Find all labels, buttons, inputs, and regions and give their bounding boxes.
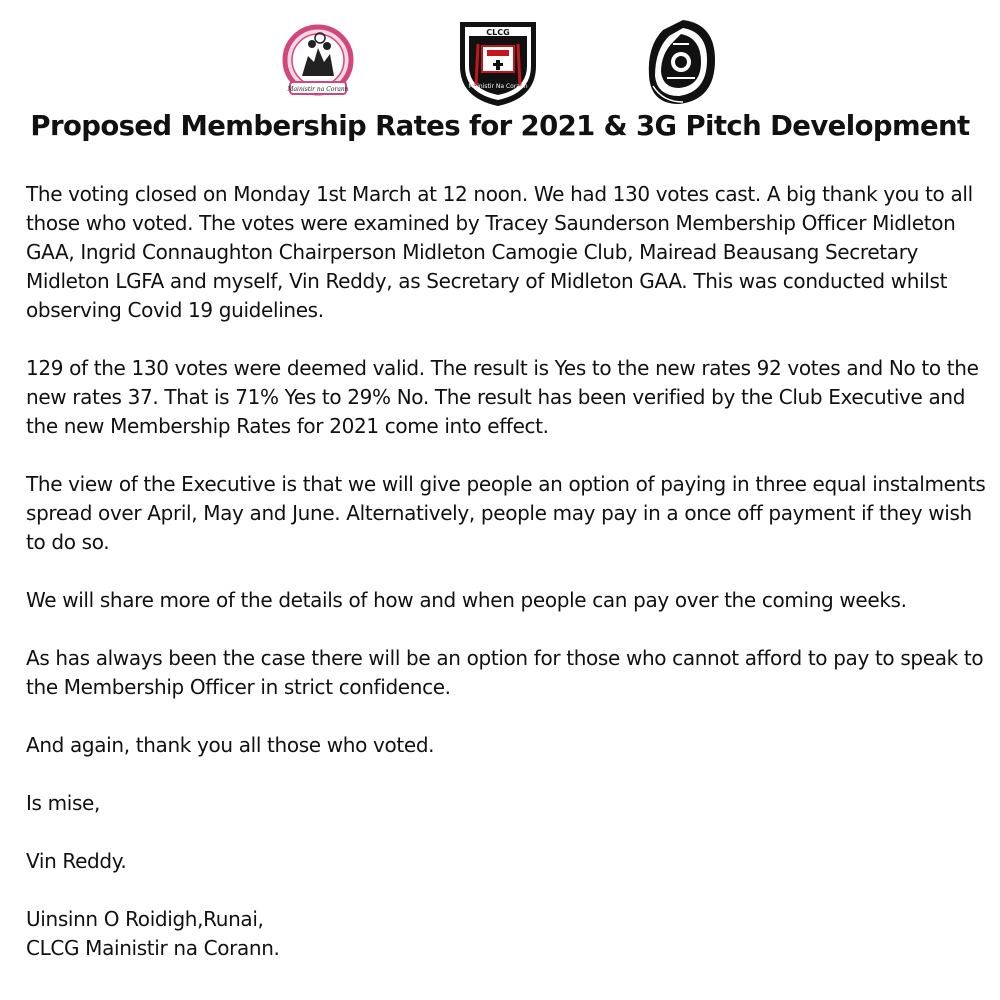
closing-greeting: Is mise, [26, 791, 100, 815]
clcg-logo-motto: Mainistir Na Corann [468, 83, 528, 90]
page-title: Proposed Membership Rates for 2021 & 3G Pitch Development [30, 110, 970, 142]
ladies-football-crest-icon [272, 22, 364, 104]
camogie-emblem-icon [643, 16, 721, 108]
signoff-line-2: CLCG Mainistir na Corann. [26, 936, 280, 960]
signoff-title [26, 905, 986, 963]
letter-body [26, 180, 986, 963]
paragraph-payment-options: The view of the Executive is that we will give people an option of paying in three equal instalments spread over April, May and June. Alternatively, people may pay in a once off payment if they wish to do so. [26, 472, 986, 554]
paragraph-voting-closed: The voting closed on Monday 1st March at 12 noon. We had 130 votes cast. A big thank you to all those who voted. The votes were examined by Tracey Saunderson Membership Officer Midleton GAA, Ingrid Connaughton Chairperson Midleton Camogie Club, Mairead Beausang Secretary Midleton LGFA and myself, Vin Reddy, as Secretary of Midleton GAA. This was conducted whilst observing Covid 19 guidelines. [26, 182, 973, 322]
signature-name: Vin Reddy. [26, 849, 127, 873]
ladies-logo-text: Mainistir na Corann [287, 86, 349, 93]
clcg-logo-title: CLCG [486, 28, 510, 37]
logo-row [0, 14, 1000, 104]
clcg-crest-icon [452, 16, 544, 108]
paragraph-membership-officer: As has always been the case there will be an option for those who cannot afford to pay to speak to the Membership Officer in strict confidence. [26, 646, 984, 699]
signoff-line-1: Uinsinn O Roidigh,Runai, [26, 907, 264, 931]
paragraph-share-details: We will share more of the details of how and when people can pay over the coming weeks. [26, 588, 907, 612]
paragraph-result: 129 of the 130 votes were deemed valid. The result is Yes to the new rates 92 votes and No to the new rates 37. That is 71% Yes to 29% No. The result has been verified by the Club Executive and the new Membership Rates for 2021 come into effect. [26, 356, 979, 438]
paragraph-thank-you: And again, thank you all those who voted. [26, 733, 435, 757]
